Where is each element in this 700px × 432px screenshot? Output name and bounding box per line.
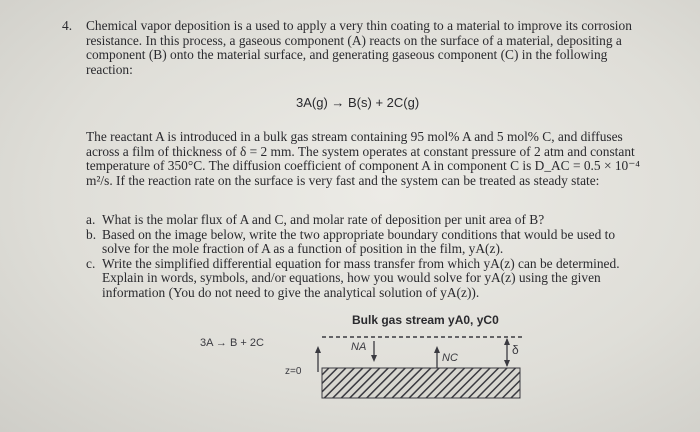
part-text: Write the simplified differential equation for mass transfer from which yA(z) can be determined. Explain in words, symbols, and/or equations, how you would solve for yA(z) using the given information (You do not need to give the analytical solution of yA(z)). bbox=[102, 255, 620, 300]
thickness-label: δ bbox=[512, 343, 519, 357]
material-surface bbox=[322, 368, 520, 398]
part-text: Based on the image below, write the two appropriate boundary conditions that would be used to solve for the mole fraction of A as a function of position in the film, yA(z). bbox=[102, 226, 616, 257]
question-intro: Chemical vapor deposition is a used to apply a very thin coating to a material to improve its corrosion resistance. In this process, a gaseous component (A) reacts on the surface of a material, depositing a component (B) onto the material surface, and generating gaseous component (C) in the following reaction: bbox=[86, 18, 632, 77]
question-body: The reactant A is introduced in a bulk gas stream containing 95 mol% A and 5 mol% C, and diffuses across a film of thickness of δ = 2 mm. The system operates at constant pressure of 2 atm and constant temperature of 350°C. The diffusion coefficient of component A in component C is D_AC = 0.5 × 10⁻⁴ m²/s. If the reaction rate on the surface is very fast and the system can be treated as steady state: bbox=[86, 129, 640, 188]
bulk-gas-label: Bulk gas stream yA0, yC0 bbox=[352, 313, 499, 327]
z-origin-label: z=0 bbox=[285, 366, 302, 377]
surface-reaction-label: 3A → B + 2C bbox=[200, 337, 264, 349]
part-marker: a. bbox=[86, 212, 96, 227]
part-text: What is the molar flux of A and C, and molar rate of deposition per unit area of B? bbox=[102, 212, 545, 227]
part-marker: b. bbox=[86, 226, 97, 242]
part-marker: c. bbox=[86, 255, 96, 271]
flux-a-label: NA bbox=[351, 341, 367, 353]
flux-c-label: NC bbox=[442, 352, 458, 364]
reaction-equation: 3A(g) → B(s) + 2C(g) bbox=[296, 95, 420, 110]
question-number: 4. bbox=[62, 18, 73, 33]
